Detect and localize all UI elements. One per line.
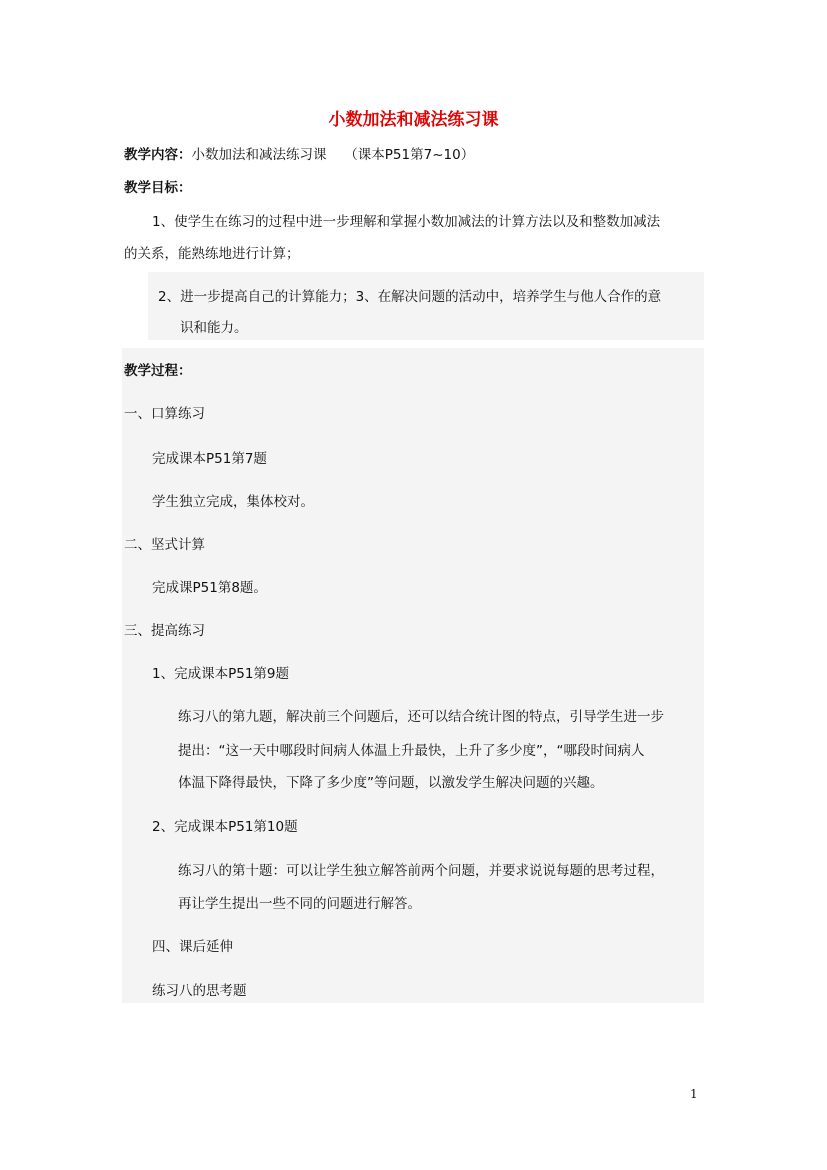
section-3-subitem-1: 1、完成课本P51第9题	[152, 666, 289, 682]
section-3-subitem-2-line-1: 练习八的第十题：可以让学生独立解答前两个问题，并要求说说每题的思考过程，	[178, 863, 664, 879]
section-4-heading: 四、课后延伸	[152, 939, 233, 955]
document-title: 小数加法和减法练习课	[328, 110, 499, 130]
content-line	[124, 145, 474, 165]
content-text: 小数加法和减法练习课 （课本P51第7~10）	[191, 147, 475, 163]
goal-1-line-2: 的关系，能熟练地进行计算；	[124, 246, 300, 262]
section-1-item-b: 学生独立完成，集体校对。	[152, 494, 314, 510]
section-3-subitem-2: 2、完成课本P51第10题	[152, 819, 298, 835]
content-label: 教学内容：	[124, 147, 192, 163]
section-3-subitem-1-line-3: 体温下降得最快，下降了多少度”等问题，以激发学生解决问题的兴趣。	[178, 775, 604, 791]
section-3-subitem-2-line-2: 再让学生提出一些不同的问题进行解答。	[178, 896, 421, 912]
page-number: 1	[690, 1087, 698, 1101]
section-3-subitem-1-line-2: 提出：“这一天中哪段时间病人体温上升最快，上升了多少度”，“哪段时间病人	[178, 743, 645, 759]
section-4-item-a: 练习八的思考题	[152, 983, 247, 999]
section-1-item-a: 完成课本P51第7题	[152, 451, 267, 467]
goal-2-line-2: 识和能力。	[180, 320, 248, 336]
section-3-heading: 三、提高练习	[124, 623, 205, 639]
section-2-item-a: 完成课P51第8题。	[152, 580, 267, 596]
goal-2-line-1: 2、进一步提高自己的计算能力；3、在解决问题的活动中，培养学生与他人合作的意	[158, 289, 662, 305]
process-label: 教学过程：	[124, 363, 192, 379]
section-1-heading: 一、口算练习	[124, 406, 205, 422]
section-3-subitem-1-line-1: 练习八的第九题，解决前三个问题后，还可以结合统计图的特点，引导学生进一步	[178, 709, 664, 725]
section-2-heading: 二、坚式计算	[124, 537, 205, 553]
goals-label: 教学目标：	[124, 180, 192, 196]
goal-1-line-1: 1、使学生在练习的过程中进一步理解和掌握小数加减法的计算方法以及和整数加减法	[152, 214, 661, 230]
